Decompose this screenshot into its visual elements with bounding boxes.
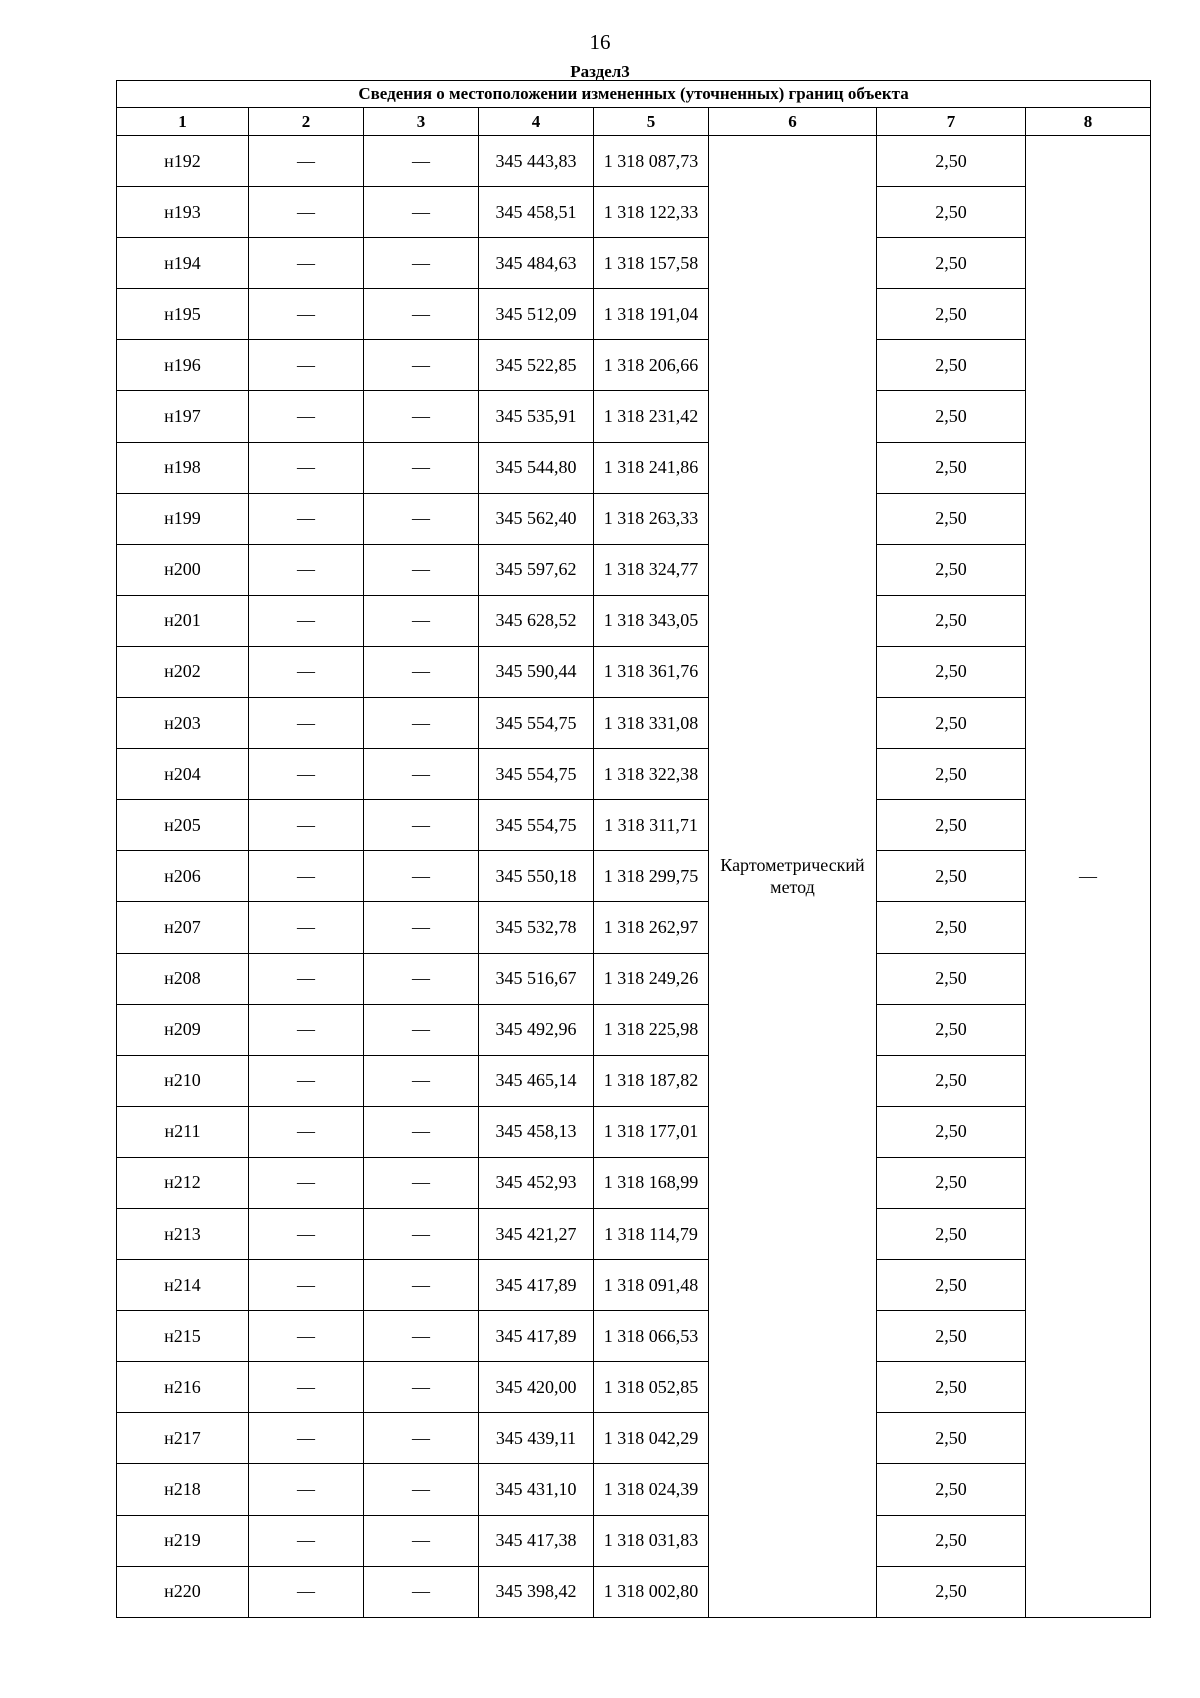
column-number: 6 xyxy=(709,108,877,136)
column-2-cell: — xyxy=(249,442,364,493)
method-cell xyxy=(709,136,877,1618)
y-coordinate-cell: 1 318 024,39 xyxy=(594,1464,709,1515)
table-row xyxy=(117,1413,1151,1464)
x-coordinate-cell: 345 417,89 xyxy=(479,1260,594,1311)
table-row xyxy=(117,1464,1151,1515)
table-row xyxy=(117,902,1151,953)
y-coordinate-cell: 1 318 231,42 xyxy=(594,391,709,442)
y-coordinate-cell: 1 318 042,29 xyxy=(594,1413,709,1464)
accuracy-cell: 2,50 xyxy=(877,391,1026,442)
column-3-cell: — xyxy=(364,1464,479,1515)
accuracy-cell: 2,50 xyxy=(877,800,1026,851)
x-coordinate-cell: 345 417,38 xyxy=(479,1515,594,1566)
accuracy-cell: 2,50 xyxy=(877,1413,1026,1464)
x-coordinate-cell: 345 554,75 xyxy=(479,698,594,749)
x-coordinate-cell: 345 562,40 xyxy=(479,493,594,544)
accuracy-cell: 2,50 xyxy=(877,1566,1026,1617)
x-coordinate-cell: 345 554,75 xyxy=(479,749,594,800)
column-number: 7 xyxy=(877,108,1026,136)
table-row xyxy=(117,1362,1151,1413)
x-coordinate-cell: 345 458,13 xyxy=(479,1106,594,1157)
point-name-cell: н200 xyxy=(117,544,249,595)
x-coordinate-cell: 345 465,14 xyxy=(479,1055,594,1106)
point-name-cell: н196 xyxy=(117,340,249,391)
accuracy-cell: 2,50 xyxy=(877,1004,1026,1055)
x-coordinate-cell: 345 452,93 xyxy=(479,1157,594,1208)
x-coordinate-cell: 345 522,85 xyxy=(479,340,594,391)
y-coordinate-cell: 1 318 177,01 xyxy=(594,1106,709,1157)
table-row xyxy=(117,953,1151,1004)
y-coordinate-cell: 1 318 187,82 xyxy=(594,1055,709,1106)
column-2-cell: — xyxy=(249,595,364,646)
x-coordinate-cell: 345 417,89 xyxy=(479,1311,594,1362)
column-2-cell: — xyxy=(249,749,364,800)
x-coordinate-cell: 345 439,11 xyxy=(479,1413,594,1464)
column-number-row xyxy=(117,108,1151,136)
table-row xyxy=(117,749,1151,800)
point-name-cell: н210 xyxy=(117,1055,249,1106)
column-2-cell: — xyxy=(249,1566,364,1617)
column-3-cell: — xyxy=(364,340,479,391)
table-row xyxy=(117,1004,1151,1055)
column-2-cell: — xyxy=(249,698,364,749)
accuracy-cell: 2,50 xyxy=(877,1208,1026,1259)
column-2-cell: — xyxy=(249,1208,364,1259)
point-name-cell: н203 xyxy=(117,698,249,749)
point-name-cell: н204 xyxy=(117,749,249,800)
table-row xyxy=(117,544,1151,595)
boundary-coordinates-table xyxy=(116,80,1151,1618)
column-2-cell: — xyxy=(249,1260,364,1311)
y-coordinate-cell: 1 318 225,98 xyxy=(594,1004,709,1055)
column-3-cell: — xyxy=(364,1566,479,1617)
column-3-cell: — xyxy=(364,1260,479,1311)
x-coordinate-cell: 345 443,83 xyxy=(479,136,594,187)
accuracy-cell: 2,50 xyxy=(877,1311,1026,1362)
y-coordinate-cell: 1 318 122,33 xyxy=(594,187,709,238)
table-row xyxy=(117,595,1151,646)
column-3-cell: — xyxy=(364,953,479,1004)
table-row xyxy=(117,289,1151,340)
x-coordinate-cell: 345 554,75 xyxy=(479,800,594,851)
accuracy-cell: 2,50 xyxy=(877,442,1026,493)
y-coordinate-cell: 1 318 299,75 xyxy=(594,851,709,902)
column-2-cell: — xyxy=(249,1413,364,1464)
column-3-cell: — xyxy=(364,136,479,187)
x-coordinate-cell: 345 597,62 xyxy=(479,544,594,595)
column-3-cell: — xyxy=(364,646,479,697)
table-row xyxy=(117,340,1151,391)
column-2-cell: — xyxy=(249,1311,364,1362)
column-2-cell: — xyxy=(249,800,364,851)
y-coordinate-cell: 1 318 331,08 xyxy=(594,698,709,749)
y-coordinate-cell: 1 318 343,05 xyxy=(594,595,709,646)
point-name-cell: н207 xyxy=(117,902,249,953)
point-name-cell: н202 xyxy=(117,646,249,697)
point-name-cell: н211 xyxy=(117,1106,249,1157)
table-row xyxy=(117,646,1151,697)
column-2-cell: — xyxy=(249,493,364,544)
x-coordinate-cell: 345 431,10 xyxy=(479,1464,594,1515)
column-3-cell: — xyxy=(364,851,479,902)
accuracy-cell: 2,50 xyxy=(877,493,1026,544)
point-name-cell: н209 xyxy=(117,1004,249,1055)
y-coordinate-cell: 1 318 311,71 xyxy=(594,800,709,851)
column-3-cell: — xyxy=(364,1004,479,1055)
table-row xyxy=(117,136,1151,187)
accuracy-cell: 2,50 xyxy=(877,1515,1026,1566)
accuracy-cell: 2,50 xyxy=(877,289,1026,340)
column-3-cell: — xyxy=(364,238,479,289)
column-3-cell: — xyxy=(364,391,479,442)
column-number: 8 xyxy=(1026,108,1151,136)
table-row xyxy=(117,1208,1151,1259)
accuracy-cell: 2,50 xyxy=(877,1157,1026,1208)
section-label: Раздел3 xyxy=(570,62,630,81)
accuracy-cell: 2,50 xyxy=(877,1106,1026,1157)
column-3-cell: — xyxy=(364,800,479,851)
table-row xyxy=(117,442,1151,493)
y-coordinate-cell: 1 318 361,76 xyxy=(594,646,709,697)
table-row xyxy=(117,1260,1151,1311)
x-coordinate-cell: 345 550,18 xyxy=(479,851,594,902)
table-row xyxy=(117,187,1151,238)
point-name-cell: н218 xyxy=(117,1464,249,1515)
column-number: 3 xyxy=(364,108,479,136)
point-name-cell: н194 xyxy=(117,238,249,289)
y-coordinate-cell: 1 318 241,86 xyxy=(594,442,709,493)
accuracy-cell: 2,50 xyxy=(877,1055,1026,1106)
y-coordinate-cell: 1 318 002,80 xyxy=(594,1566,709,1617)
accuracy-cell: 2,50 xyxy=(877,1260,1026,1311)
accuracy-cell: 2,50 xyxy=(877,595,1026,646)
column-2-cell: — xyxy=(249,238,364,289)
accuracy-cell: 2,50 xyxy=(877,851,1026,902)
table-row xyxy=(117,1515,1151,1566)
table-row xyxy=(117,1157,1151,1208)
table-row xyxy=(117,391,1151,442)
y-coordinate-cell: 1 318 052,85 xyxy=(594,1362,709,1413)
column-2-cell: — xyxy=(249,1157,364,1208)
column-3-cell: — xyxy=(364,544,479,595)
y-coordinate-cell: 1 318 066,53 xyxy=(594,1311,709,1362)
x-coordinate-cell: 345 516,67 xyxy=(479,953,594,1004)
accuracy-cell: 2,50 xyxy=(877,187,1026,238)
accuracy-cell: 2,50 xyxy=(877,1464,1026,1515)
y-coordinate-cell: 1 318 249,26 xyxy=(594,953,709,1004)
accuracy-cell: 2,50 xyxy=(877,544,1026,595)
column-2-cell: — xyxy=(249,187,364,238)
point-name-cell: н208 xyxy=(117,953,249,1004)
column-3-cell: — xyxy=(364,1311,479,1362)
x-coordinate-cell: 345 484,63 xyxy=(479,238,594,289)
accuracy-cell: 2,50 xyxy=(877,902,1026,953)
column-3-cell: — xyxy=(364,595,479,646)
table-row xyxy=(117,1055,1151,1106)
table-row xyxy=(117,1566,1151,1617)
point-name-cell: н215 xyxy=(117,1311,249,1362)
point-name-cell: н192 xyxy=(117,136,249,187)
column-2-cell: — xyxy=(249,851,364,902)
column-2-cell: — xyxy=(249,953,364,1004)
column-3-cell: — xyxy=(364,493,479,544)
column-2-cell: — xyxy=(249,391,364,442)
column-number: 2 xyxy=(249,108,364,136)
column-2-cell: — xyxy=(249,1464,364,1515)
table-row xyxy=(117,493,1151,544)
column-number: 4 xyxy=(479,108,594,136)
x-coordinate-cell: 345 512,09 xyxy=(479,289,594,340)
x-coordinate-cell: 345 535,91 xyxy=(479,391,594,442)
column-2-cell: — xyxy=(249,1362,364,1413)
y-coordinate-cell: 1 318 031,83 xyxy=(594,1515,709,1566)
method-line-1: Картометрический xyxy=(720,855,865,876)
column-2-cell: — xyxy=(249,340,364,391)
column-3-cell: — xyxy=(364,1362,479,1413)
x-coordinate-cell: 345 628,52 xyxy=(479,595,594,646)
table-row xyxy=(117,851,1151,902)
point-name-cell: н193 xyxy=(117,187,249,238)
y-coordinate-cell: 1 318 168,99 xyxy=(594,1157,709,1208)
column-3-cell: — xyxy=(364,187,479,238)
accuracy-cell: 2,50 xyxy=(877,136,1026,187)
column-3-cell: — xyxy=(364,1515,479,1566)
x-coordinate-cell: 345 544,80 xyxy=(479,442,594,493)
column-3-cell: — xyxy=(364,1208,479,1259)
table-row xyxy=(117,1106,1151,1157)
y-coordinate-cell: 1 318 114,79 xyxy=(594,1208,709,1259)
x-coordinate-cell: 345 458,51 xyxy=(479,187,594,238)
point-name-cell: н220 xyxy=(117,1566,249,1617)
column-2-cell: — xyxy=(249,1055,364,1106)
y-coordinate-cell: 1 318 091,48 xyxy=(594,1260,709,1311)
column-number: 5 xyxy=(594,108,709,136)
point-name-cell: н219 xyxy=(117,1515,249,1566)
accuracy-cell: 2,50 xyxy=(877,340,1026,391)
table-body xyxy=(117,136,1151,1618)
y-coordinate-cell: 1 318 324,77 xyxy=(594,544,709,595)
y-coordinate-cell: 1 318 206,66 xyxy=(594,340,709,391)
column-3-cell: — xyxy=(364,1413,479,1464)
y-coordinate-cell: 1 318 157,58 xyxy=(594,238,709,289)
accuracy-cell: 2,50 xyxy=(877,238,1026,289)
point-name-cell: н201 xyxy=(117,595,249,646)
column-3-cell: — xyxy=(364,442,479,493)
page-number: 16 xyxy=(589,30,611,54)
column-2-cell: — xyxy=(249,136,364,187)
point-name-cell: н212 xyxy=(117,1157,249,1208)
accuracy-cell: 2,50 xyxy=(877,953,1026,1004)
table-row xyxy=(117,800,1151,851)
column-3-cell: — xyxy=(364,1106,479,1157)
x-coordinate-cell: 345 398,42 xyxy=(479,1566,594,1617)
point-name-cell: н216 xyxy=(117,1362,249,1413)
accuracy-cell: 2,50 xyxy=(877,646,1026,697)
accuracy-cell: 2,50 xyxy=(877,698,1026,749)
x-coordinate-cell: 345 492,96 xyxy=(479,1004,594,1055)
column-2-cell: — xyxy=(249,902,364,953)
point-name-cell: н217 xyxy=(117,1413,249,1464)
column-2-cell: — xyxy=(249,1106,364,1157)
point-name-cell: н199 xyxy=(117,493,249,544)
column-2-cell: — xyxy=(249,1515,364,1566)
x-coordinate-cell: 345 590,44 xyxy=(479,646,594,697)
column-2-cell: — xyxy=(249,544,364,595)
point-name-cell: н213 xyxy=(117,1208,249,1259)
column-2-cell: — xyxy=(249,1004,364,1055)
x-coordinate-cell: 345 420,00 xyxy=(479,1362,594,1413)
column-3-cell: — xyxy=(364,1055,479,1106)
point-name-cell: н195 xyxy=(117,289,249,340)
column-3-cell: — xyxy=(364,1157,479,1208)
column-3-cell: — xyxy=(364,289,479,340)
column-2-cell: — xyxy=(249,289,364,340)
y-coordinate-cell: 1 318 263,33 xyxy=(594,493,709,544)
column-3-cell: — xyxy=(364,749,479,800)
table-row xyxy=(117,698,1151,749)
column-3-cell: — xyxy=(364,698,479,749)
x-coordinate-cell: 345 421,27 xyxy=(479,1208,594,1259)
accuracy-cell: 2,50 xyxy=(877,1362,1026,1413)
y-coordinate-cell: 1 318 191,04 xyxy=(594,289,709,340)
y-coordinate-cell: 1 318 322,38 xyxy=(594,749,709,800)
accuracy-cell: 2,50 xyxy=(877,749,1026,800)
x-coordinate-cell: 345 532,78 xyxy=(479,902,594,953)
column-8-cell: — xyxy=(1026,136,1151,1618)
point-name-cell: н205 xyxy=(117,800,249,851)
point-name-cell: н198 xyxy=(117,442,249,493)
y-coordinate-cell: 1 318 262,97 xyxy=(594,902,709,953)
table-row xyxy=(117,238,1151,289)
column-number: 1 xyxy=(117,108,249,136)
column-3-cell: — xyxy=(364,902,479,953)
point-name-cell: н206 xyxy=(117,851,249,902)
point-name-cell: н197 xyxy=(117,391,249,442)
y-coordinate-cell: 1 318 087,73 xyxy=(594,136,709,187)
table-row xyxy=(117,1311,1151,1362)
point-name-cell: н214 xyxy=(117,1260,249,1311)
column-2-cell: — xyxy=(249,646,364,697)
table-caption: Сведения о местоположении измененных (уточненных) границ объекта xyxy=(117,81,1151,108)
method-line-2: метод xyxy=(770,877,815,898)
